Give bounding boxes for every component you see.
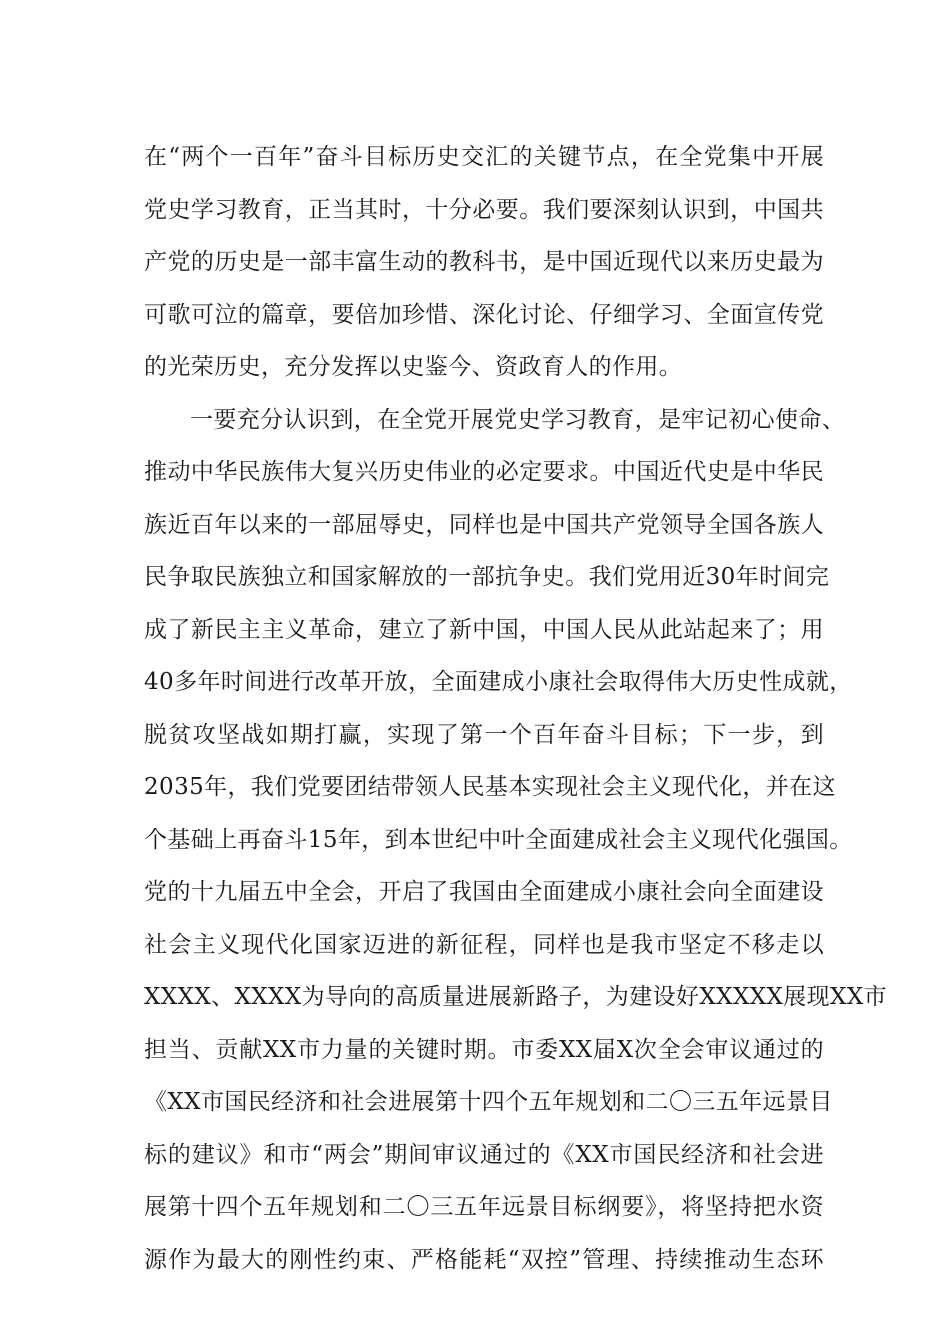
text-line: 担当、贡献XX市力量的关键时期。市委XX届X次全会审议通过的 [144,1036,824,1063]
text-line: 族近百年以来的一部屈辱史，同样也是中国共产党领导全国各族人 [144,511,824,538]
text-line: 可歌可泣的篇章，要倍加珍惜、深化讨论、仔细学习、全面宣传党 [144,301,824,328]
text-line: 党史学习教育，正当其时，十分必要。我们要深刻认识到，中国共 [144,196,824,223]
text-line: 源作为最大的刚性约束、严格能耗“双控”管理、持续推动生态环 [144,1246,824,1273]
paragraph-2 [144,394,888,1287]
text-line: 脱贫攻坚战如期打赢，实现了第一个百年奋斗目标；下一步，到 [144,721,824,748]
text-line: 民争取民族独立和国家解放的一部抗争史。我们党用近30年时间完 [144,564,830,590]
text-line: XXXX、XXXX为导向的高质量进展新路子，为建设好XXXXX展现XX市 [144,984,888,1010]
text-line: 成了新民主主义革命，建立了新中国，中国人民从此站起来了；用 [144,616,824,643]
text-line: 《XX市国民经济和社会进展第十四个五年规划和二〇三五年远景目 [144,1089,833,1115]
text-line: 的光荣历史，充分发挥以史鉴今、资政育人的作用。 [144,354,683,380]
text-line: 2035年，我们党要团结带领人民基本实现社会主义现代化，并在这 [144,774,836,800]
text-line: 推动中华民族伟大复兴历史伟业的必定要求。中国近代史是中华民 [144,459,824,485]
text-line: 党的十九届五中全会，开启了我国由全面建成小康社会向全面建设 [144,879,824,905]
text-line: 在“两个一百年”奋斗目标历史交汇的关键节点，在全党集中开展 [144,144,824,170]
text-line: 个基础上再奋斗15年，到本世纪中叶全面建成社会主义现代化强国。 [144,826,853,853]
text-line: 社会主义现代化国家迈进的新征程，同样也是我市坚定不移走以 [144,931,824,958]
text-line: 产党的历史是一部丰富生动的教科书，是中国近现代以来历史最为 [144,249,824,275]
text-line: 展第十四个五年规划和二〇三五年远景目标纲要》，将坚持把水资 [144,1194,824,1220]
body-text [144,131,888,1286]
text-line: 标的建议》和市“两会”期间审议通过的《XX市国民经济和社会进 [144,1141,824,1168]
text-line: 40多年时间进行改革开放，全面建成小康社会取得伟大历史性成就， [144,669,853,695]
text-line: 一要充分认识到，在全党开展党史学习教育，是牢记初心使命、 [190,406,846,433]
paragraph-1 [144,131,824,394]
